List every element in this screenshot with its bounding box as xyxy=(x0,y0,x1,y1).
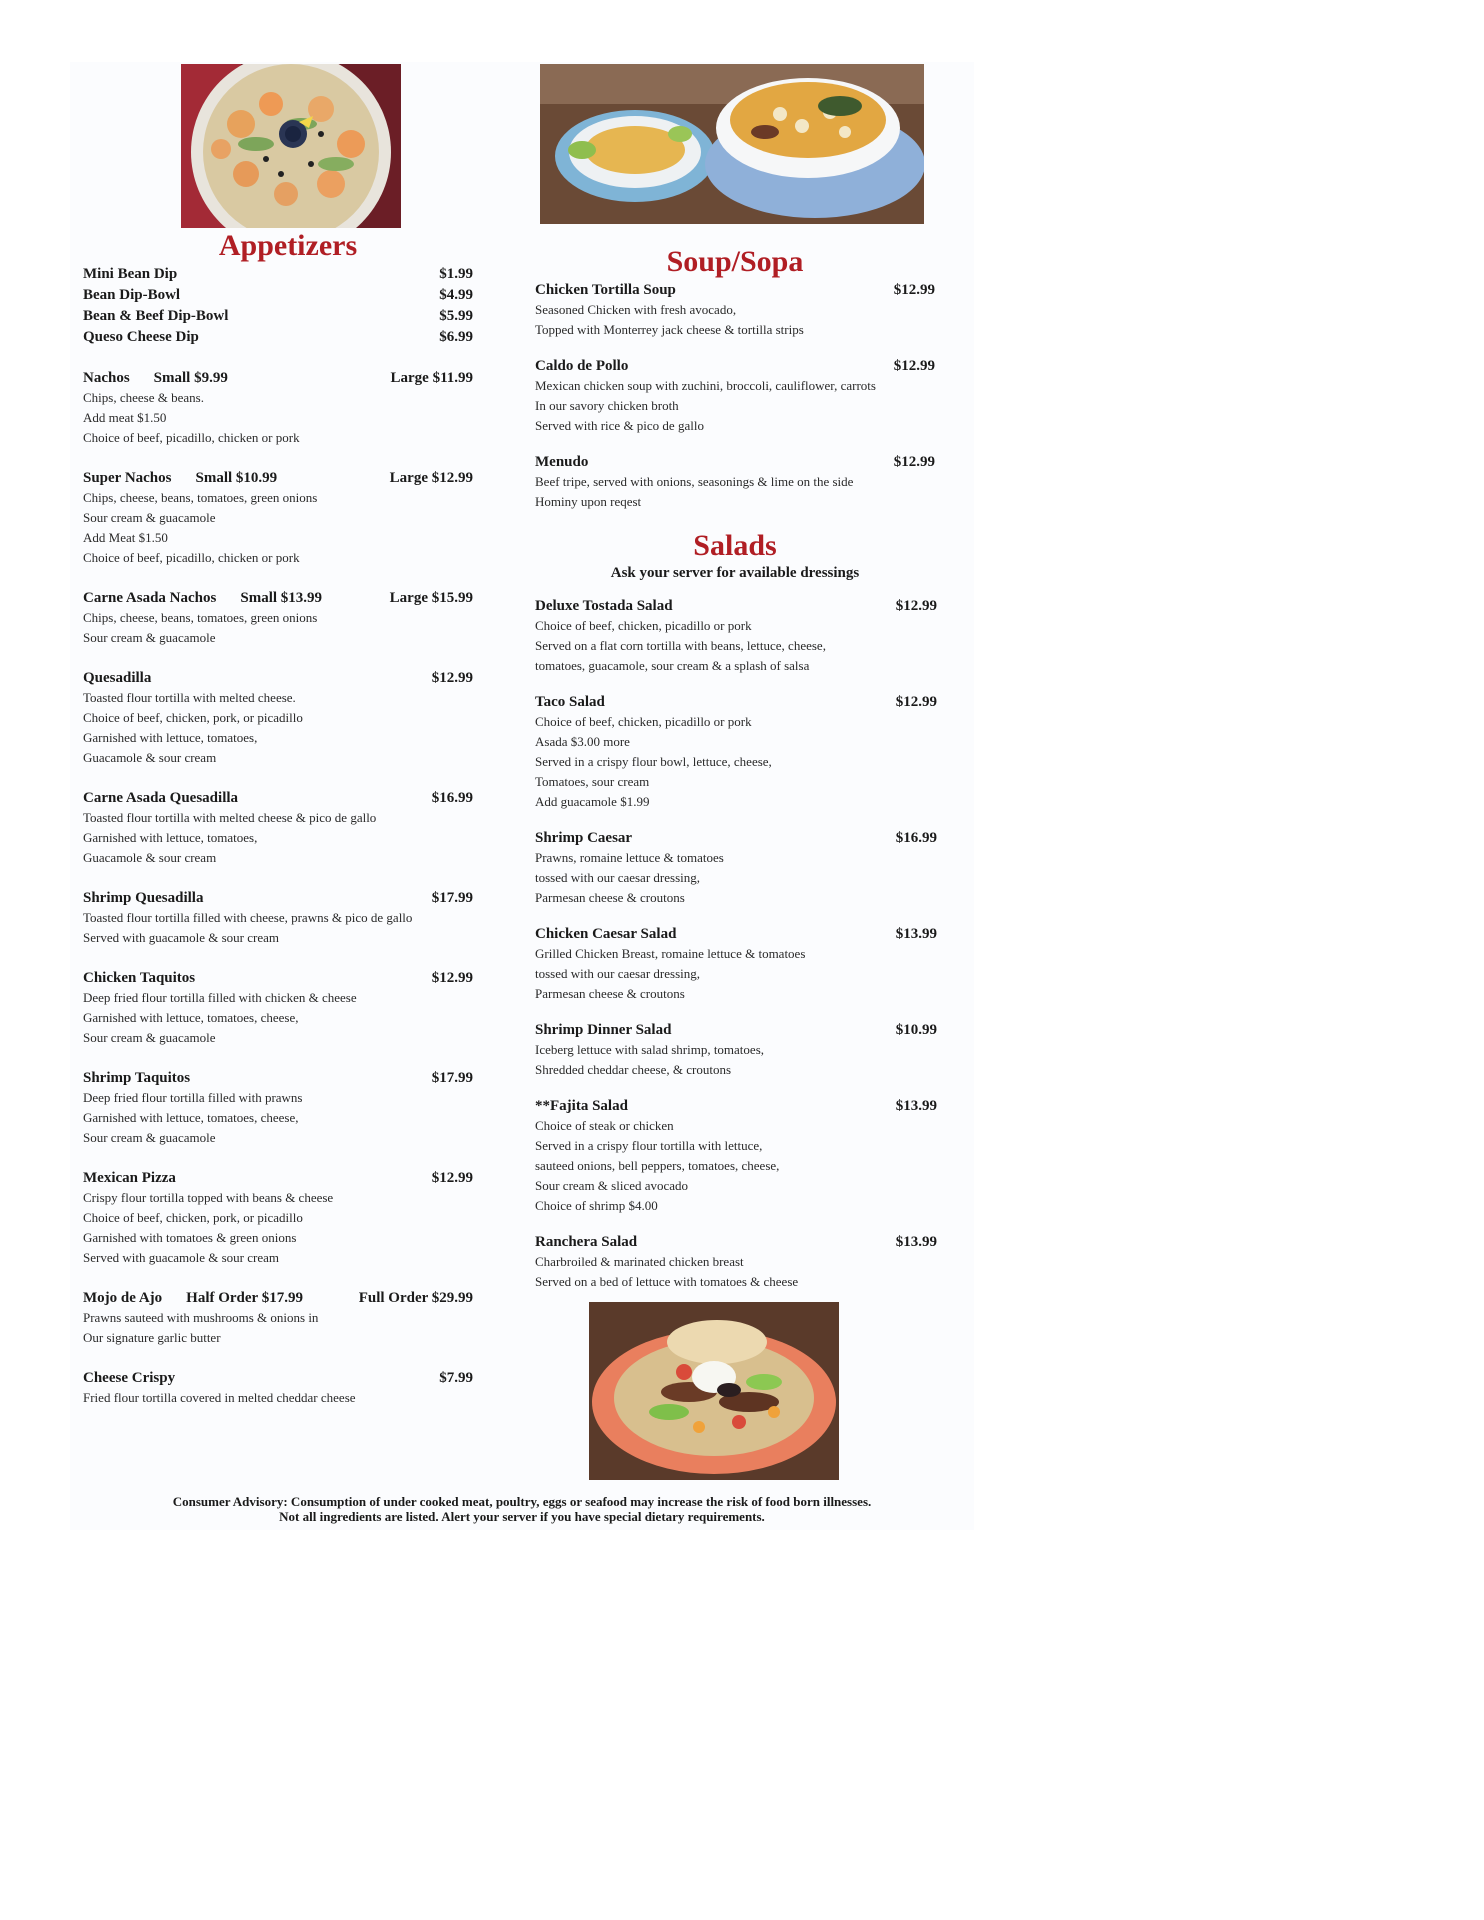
item-name: Super Nachos xyxy=(83,470,172,486)
item-description: Sour cream & guacamole xyxy=(83,1130,216,1145)
list-item xyxy=(83,264,473,285)
item-name: Mojo de Ajo xyxy=(83,1290,163,1306)
item-name: Chicken Tortilla Soup xyxy=(535,282,676,298)
item-description: Choice of beef, chicken, picadillo or pork xyxy=(535,618,752,633)
menu-item xyxy=(83,968,473,1048)
menu-item-header xyxy=(535,924,937,944)
item-description: Our signature garlic butter xyxy=(83,1330,221,1345)
item-name: Deluxe Tostada Salad xyxy=(535,598,673,614)
menu-item-header xyxy=(83,1168,473,1188)
menu-item xyxy=(535,692,937,812)
item-name: Shrimp Quesadilla xyxy=(83,890,204,906)
menu-item-header xyxy=(83,468,473,488)
item-name: Queso Cheese Dip xyxy=(83,329,199,345)
item-name: Shrimp Taquitos xyxy=(83,1070,191,1086)
item-name: Menudo xyxy=(535,454,589,470)
item-description: Choice of beef, picadillo, chicken or pork xyxy=(83,430,300,445)
menu-item-header xyxy=(83,888,473,908)
advisory-line-2: Not all ingredients are listed. Alert your server if you have special dietary requirements. xyxy=(279,1509,765,1524)
item-description: Chips, cheese, beans, tomatoes, green onions xyxy=(83,490,318,505)
item-description: Toasted flour tortilla with melted cheese & pico de gallo xyxy=(83,810,377,825)
menu-item-header xyxy=(535,596,937,616)
menu-item-header xyxy=(83,788,473,808)
item-description: sauteed onions, bell peppers, tomatoes, cheese, xyxy=(535,1158,780,1173)
item-description: Add guacamole $1.99 xyxy=(535,794,650,809)
item-price: Full Order $29.99 xyxy=(358,1290,473,1306)
item-description: Shredded cheddar cheese, & croutons xyxy=(535,1062,732,1077)
item-description: Grilled Chicken Breast, romaine lettuce & tomatoes xyxy=(535,946,806,961)
appetizers-column xyxy=(83,64,473,1408)
item-description: Charbroiled & marinated chicken breast xyxy=(535,1254,744,1269)
item-name: Shrimp Caesar xyxy=(535,830,633,846)
item-description: Choice of steak or chicken xyxy=(535,1118,674,1133)
soup-heading: Soup/Sopa xyxy=(666,245,804,278)
item-price: $4.99 xyxy=(439,287,473,303)
item-name: Cheese Crispy xyxy=(83,1370,176,1386)
menu-item-header xyxy=(83,968,473,988)
item-description: Mexican chicken soup with zuchini, broccoli, cauliflower, carrots xyxy=(535,378,876,393)
item-price: Large $12.99 xyxy=(389,470,473,486)
item-name: Bean Dip-Bowl xyxy=(83,287,181,303)
appetizer-items xyxy=(83,368,473,1408)
item-price: $13.99 xyxy=(895,926,937,942)
item-description: Served with guacamole & sour cream xyxy=(83,1250,280,1265)
item-price: $12.99 xyxy=(895,694,937,710)
shrimp-platter-image xyxy=(181,64,401,228)
item-price: $12.99 xyxy=(431,1170,473,1186)
item-description: Tomatoes, sour cream xyxy=(535,774,650,789)
menu-item-header xyxy=(535,692,937,712)
item-description: Choice of shrimp $4.00 xyxy=(535,1198,658,1213)
item-description: Served with guacamole & sour cream xyxy=(83,930,280,945)
item-size-price: Small $10.99 xyxy=(195,470,278,486)
item-name: Ranchera Salad xyxy=(535,1234,638,1250)
menu-item xyxy=(535,356,935,436)
simple-appetizers-list xyxy=(83,264,473,348)
item-price: $6.99 xyxy=(439,329,473,345)
soup-and-rice-photo xyxy=(540,64,924,224)
item-name: Mexican Pizza xyxy=(83,1170,176,1186)
item-description: Choice of beef, chicken, pork, or picadillo xyxy=(83,1210,303,1225)
menu-item xyxy=(535,1232,937,1292)
salads-heading: Salads xyxy=(693,529,777,562)
list-item xyxy=(83,327,473,348)
item-size-price: Small $9.99 xyxy=(153,370,228,386)
item-description: Topped with Monterrey jack cheese & tortilla strips xyxy=(535,322,804,337)
item-description: Deep fried flour tortilla filled with prawns xyxy=(83,1090,303,1105)
item-description: Iceberg lettuce with salad shrimp, tomatoes, xyxy=(535,1042,764,1057)
menu-item xyxy=(535,1020,937,1080)
item-description: Chips, cheese, beans, tomatoes, green onions xyxy=(83,610,318,625)
salads-subtitle: Ask your server for available dressings xyxy=(610,565,860,581)
item-name: Carne Asada Nachos xyxy=(83,590,217,606)
menu-item xyxy=(83,788,473,868)
item-size-price: Small $13.99 xyxy=(240,590,323,606)
menu-item-header xyxy=(83,1288,473,1308)
menu-item xyxy=(83,1068,473,1148)
item-price: $12.99 xyxy=(893,282,935,298)
item-name: Quesadilla xyxy=(83,670,152,686)
item-description: Fried flour tortilla covered in melted cheddar cheese xyxy=(83,1390,356,1405)
menu-item xyxy=(83,468,473,568)
soup-and-rice-image xyxy=(540,64,924,224)
menu-item-header xyxy=(535,1232,937,1252)
menu-item xyxy=(83,368,473,448)
item-name: Carne Asada Quesadilla xyxy=(83,790,239,806)
item-price: $12.99 xyxy=(893,454,935,470)
item-description: Sour cream & guacamole xyxy=(83,630,216,645)
item-price: $17.99 xyxy=(431,890,473,906)
item-description: Guacamole & sour cream xyxy=(83,750,217,765)
menu-item-header xyxy=(535,828,937,848)
menu-item xyxy=(535,1096,937,1216)
fajita-salad-image xyxy=(589,1302,839,1480)
menu-item xyxy=(535,828,937,908)
item-price: $1.99 xyxy=(439,266,473,282)
item-price: $13.99 xyxy=(895,1234,937,1250)
item-description: Add Meat $1.50 xyxy=(83,530,168,545)
item-price: $17.99 xyxy=(431,1070,473,1086)
appetizers-heading: Appetizers xyxy=(218,229,358,262)
item-description: tomatoes, guacamole, sour cream & a splash of salsa xyxy=(535,658,810,673)
item-description: Served in a crispy flour tortilla with lettuce, xyxy=(535,1138,763,1153)
item-description: Garnished with lettuce, tomatoes, xyxy=(83,730,258,745)
item-description: Served in a crispy flour bowl, lettuce, cheese, xyxy=(535,754,772,769)
menu-item-header xyxy=(83,588,473,608)
menu-item-header xyxy=(535,1096,937,1116)
list-item xyxy=(83,285,473,306)
item-description: Chips, cheese & beans. xyxy=(83,390,204,405)
item-description: tossed with our caesar dressing, xyxy=(535,966,700,981)
item-price: $12.99 xyxy=(893,358,935,374)
item-description: Hominy upon reqest xyxy=(535,494,642,509)
item-description: Prawns sauteed with mushrooms & onions in xyxy=(83,1310,319,1325)
shrimp-platter-photo xyxy=(181,64,401,228)
item-description: Sour cream & guacamole xyxy=(83,1030,216,1045)
menu-item-header xyxy=(535,1020,937,1040)
item-size-price: Half Order $17.99 xyxy=(186,1290,303,1306)
item-price: $10.99 xyxy=(895,1022,937,1038)
item-description: tossed with our caesar dressing, xyxy=(535,870,700,885)
item-price: Large $11.99 xyxy=(390,370,473,386)
menu-item xyxy=(83,588,473,648)
menu-item xyxy=(535,280,935,340)
menu-item-header xyxy=(535,356,935,376)
menu-item-header xyxy=(83,368,473,388)
item-name: Taco Salad xyxy=(535,694,605,710)
menu-item-header xyxy=(83,668,473,688)
item-price: $16.99 xyxy=(895,830,937,846)
item-description: Deep fried flour tortilla filled with chicken & cheese xyxy=(83,990,357,1005)
menu-item xyxy=(83,1288,473,1348)
item-price: Large $15.99 xyxy=(389,590,473,606)
item-name: Mini Bean Dip xyxy=(83,266,178,282)
menu-item xyxy=(83,1368,473,1408)
item-description: Garnished with lettuce, tomatoes, cheese, xyxy=(83,1010,299,1025)
item-description: Prawns, romaine lettuce & tomatoes xyxy=(535,850,724,865)
list-item xyxy=(83,306,473,327)
item-description: In our savory chicken broth xyxy=(535,398,679,413)
menu-item-header xyxy=(535,280,935,300)
item-description: Served with rice & pico de gallo xyxy=(535,418,704,433)
item-description: Sour cream & sliced avocado xyxy=(535,1178,689,1193)
item-description: Garnished with lettuce, tomatoes, xyxy=(83,830,258,845)
item-description: Sour cream & guacamole xyxy=(83,510,216,525)
item-name: Nachos xyxy=(83,370,130,386)
soup-items xyxy=(535,280,935,512)
item-price: $13.99 xyxy=(895,1098,937,1114)
item-description: Guacamole & sour cream xyxy=(83,850,217,865)
item-description: Beef tripe, served with onions, seasonings & lime on the side xyxy=(535,474,854,489)
item-price: $12.99 xyxy=(895,598,937,614)
item-price: $12.99 xyxy=(431,970,473,986)
item-name: Caldo de Pollo xyxy=(535,358,629,374)
menu-item xyxy=(535,924,937,1004)
menu-item xyxy=(83,888,473,948)
item-description: Served on a flat corn tortilla with beans, lettuce, cheese, xyxy=(535,638,826,653)
item-description: Parmesan cheese & croutons xyxy=(535,986,685,1001)
item-price: $7.99 xyxy=(439,1370,473,1386)
menu-item-header xyxy=(535,452,935,472)
item-description: Garnished with lettuce, tomatoes, cheese, xyxy=(83,1110,299,1125)
menu-item-header xyxy=(83,1068,473,1088)
item-description: Choice of beef, chicken, picadillo or pork xyxy=(535,714,752,729)
item-description: Parmesan cheese & croutons xyxy=(535,890,685,905)
menu-item xyxy=(535,452,935,512)
menu-item xyxy=(83,668,473,768)
item-price: $16.99 xyxy=(431,790,473,806)
item-description: Served on a bed of lettuce with tomatoes & cheese xyxy=(535,1274,799,1289)
item-name: **Fajita Salad xyxy=(535,1098,628,1114)
item-description: Add meat $1.50 xyxy=(83,410,167,425)
item-price: $5.99 xyxy=(439,308,473,324)
item-price: $12.99 xyxy=(431,670,473,686)
item-name: Chicken Caesar Salad xyxy=(535,926,677,942)
menu-item xyxy=(83,1168,473,1268)
item-name: Shrimp Dinner Salad xyxy=(535,1022,672,1038)
item-description: Crispy flour tortilla topped with beans & cheese xyxy=(83,1190,334,1205)
item-name: Bean & Beef Dip-Bowl xyxy=(83,308,229,324)
item-description: Choice of beef, picadillo, chicken or pork xyxy=(83,550,300,565)
advisory-line-1: Consumer Advisory: Consumption of under cooked meat, poultry, eggs or seafood may increase the risk of food born illnesses. xyxy=(172,1494,872,1509)
menu-item xyxy=(535,596,937,676)
item-description: Toasted flour tortilla filled with cheese, prawns & pico de gallo xyxy=(83,910,413,925)
salad-items xyxy=(535,596,937,1292)
consumer-advisory xyxy=(70,1494,974,1524)
fajita-salad-photo xyxy=(589,1302,839,1480)
item-description: Toasted flour tortilla with melted cheese. xyxy=(83,690,296,705)
soup-salads-column xyxy=(535,64,935,1480)
item-description: Asada $3.00 more xyxy=(535,734,630,749)
item-description: Garnished with tomatoes & green onions xyxy=(83,1230,297,1245)
item-description: Seasoned Chicken with fresh avocado, xyxy=(535,302,737,317)
menu-item-header xyxy=(83,1368,473,1388)
item-description: Choice of beef, chicken, pork, or picadillo xyxy=(83,710,303,725)
item-name: Chicken Taquitos xyxy=(83,970,196,986)
